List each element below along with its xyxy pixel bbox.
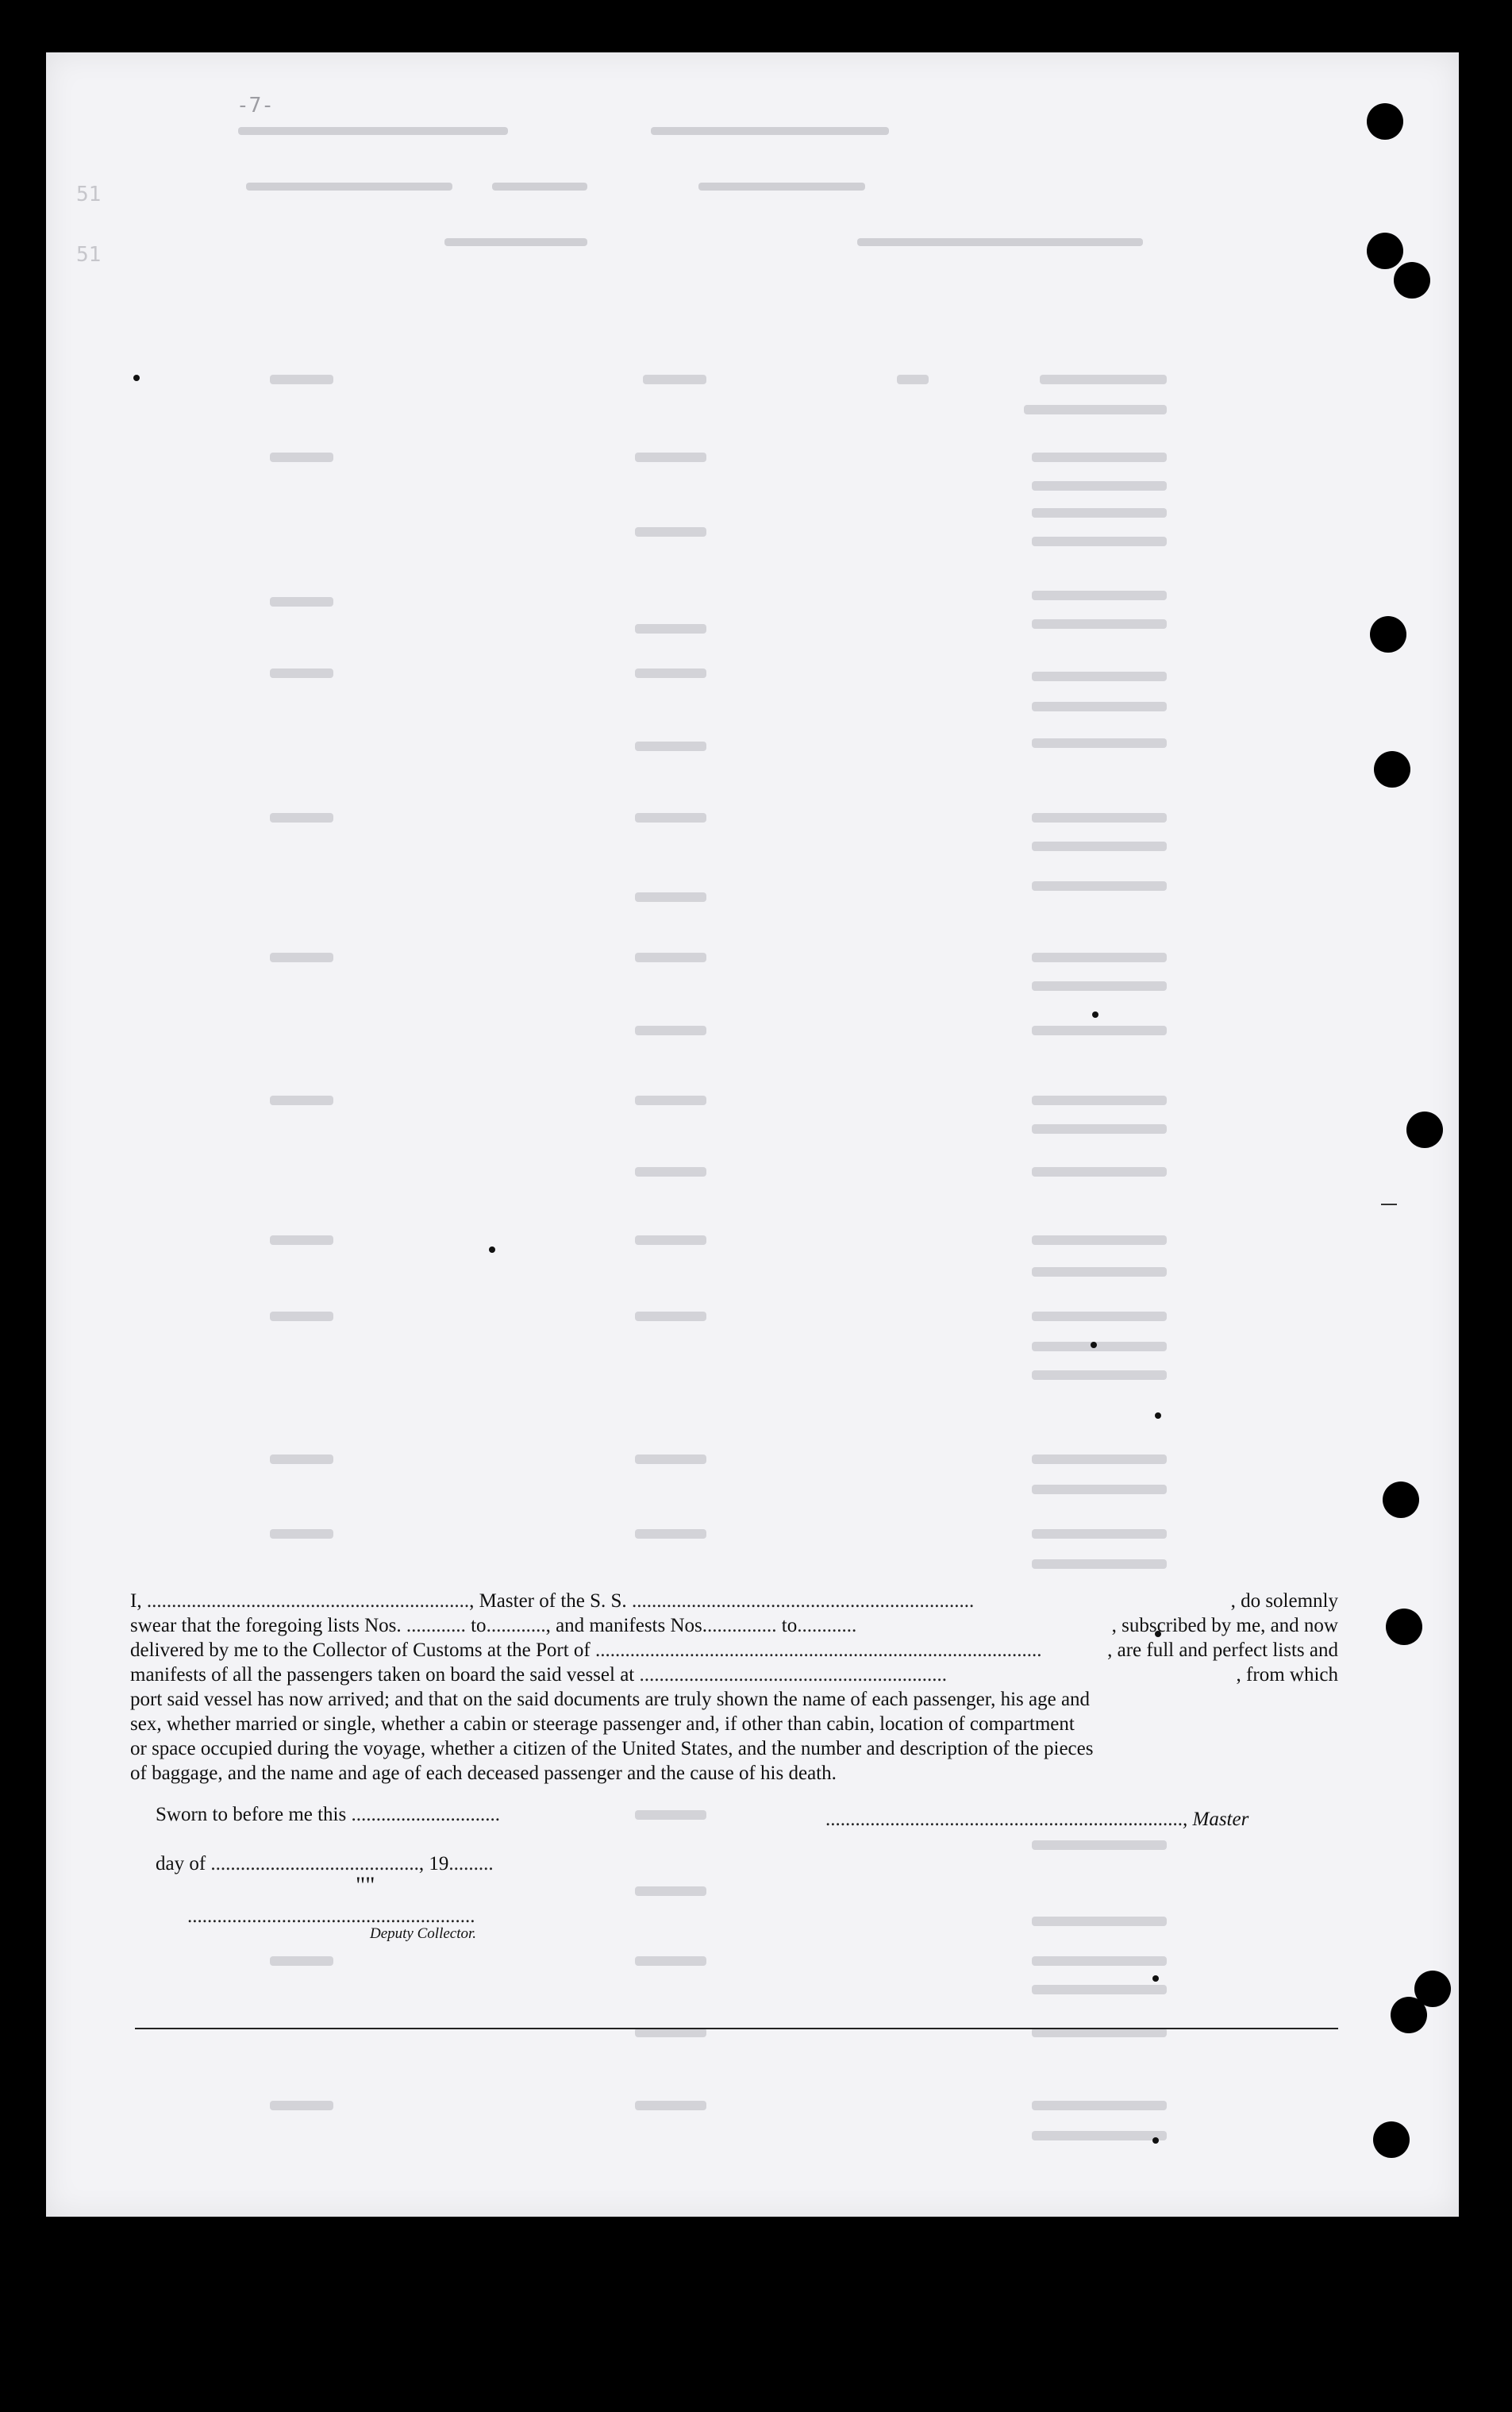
oath-text: I, — [130, 1590, 147, 1612]
oath-text: to — [776, 1615, 798, 1636]
year-field: ......... — [448, 1853, 494, 1875]
ink-speck — [1155, 1412, 1161, 1419]
blank-field: ................................................................. — [146, 1590, 470, 1612]
oath-line: or space occupied during the voyage, whether a citizen of the United States, and the number and description of the pieces — [130, 1738, 1094, 1759]
year-prefix: , 19 — [418, 1853, 449, 1875]
oath-line: sex, whether married or single, whether a cabin or steerage passenger and, if other than cabin, location of compartment — [130, 1713, 1075, 1735]
blank-field: ............ — [797, 1615, 857, 1636]
deputy-collector-field: .......................................................... — [187, 1905, 475, 1927]
punch-hole — [1374, 751, 1410, 788]
ink-speck — [1092, 1011, 1098, 1018]
manifest-sheet — [46, 52, 1459, 2217]
deputy-collector-signature-line — [187, 1905, 475, 1928]
oath-text: to — [465, 1615, 487, 1636]
punch-hole — [1391, 1997, 1427, 2033]
section-divider — [135, 2028, 1338, 2029]
blank-field: .............. — [707, 1615, 777, 1636]
ditto-mark: "" — [356, 1872, 375, 1898]
ink-speck — [489, 1246, 495, 1253]
oath-line — [130, 1589, 1338, 1613]
master-signature-field: ........................................................................ — [825, 1809, 1183, 1830]
bleed-through-column: 51 — [76, 243, 102, 267]
page-number: -7- — [237, 94, 274, 118]
master-label: , Master — [1183, 1809, 1249, 1830]
oath-text: manifests of all the passengers taken on board the said vessel at — [130, 1664, 640, 1686]
oath-line: of baggage, and the name and age of each deceased passenger and the cause of his death. — [130, 1763, 837, 1784]
punch-hole — [1367, 233, 1403, 269]
punch-hole — [1386, 1609, 1422, 1645]
ink-speck — [1152, 2137, 1159, 2144]
punch-hole — [1373, 2121, 1410, 2158]
day-of-field: .......................................... — [210, 1853, 419, 1875]
ink-speck — [1152, 1975, 1159, 1982]
master-oath-paragraph — [130, 1589, 1338, 1786]
oath-text: , from which — [1236, 1664, 1338, 1686]
oath-text: delivered by me to the Collector of Customs at the Port of — [130, 1639, 595, 1661]
punch-hole — [1394, 262, 1430, 299]
punch-hole — [1406, 1112, 1443, 1148]
punch-hole — [1370, 616, 1406, 653]
oath-text: , and manifests Nos. — [545, 1615, 708, 1636]
punch-hole — [1383, 1481, 1419, 1518]
oath-line — [130, 1613, 1338, 1638]
oath-line — [130, 1638, 1338, 1663]
ink-speck — [133, 375, 140, 381]
oath-text: , do solemnly — [1230, 1590, 1338, 1612]
day-of-line — [156, 1853, 494, 1875]
oath-text: swear that the foregoing lists Nos. — [130, 1615, 406, 1636]
sworn-label: Sworn to before me this — [156, 1804, 347, 1825]
punch-hole — [1367, 103, 1403, 140]
ink-speck — [1091, 1342, 1097, 1348]
master-signature-line — [825, 1809, 1248, 1831]
blank-field: ............ — [406, 1615, 466, 1636]
sworn-day-field: .............................. — [351, 1804, 500, 1825]
oath-line — [130, 1663, 1338, 1687]
oath-line: port said vessel has now arrived; and that on the said documents are truly shown the name of each passenger, his age and — [130, 1689, 1091, 1710]
blank-field: ..................................................................... — [631, 1590, 975, 1612]
deputy-collector-label: Deputy Collector. — [370, 1925, 477, 1942]
oath-text: , Master of the S. S. — [469, 1590, 632, 1612]
blank-field: ............ — [486, 1615, 546, 1636]
margin-tick — [1381, 1204, 1397, 1205]
blank-field: .......................................................................................... — [595, 1639, 1042, 1661]
oath-text: , are full and perfect lists and — [1107, 1639, 1338, 1661]
oath-text: , subscribed by me, and now — [1111, 1615, 1338, 1636]
bleed-through-column: 51 — [76, 183, 102, 206]
day-label: day of — [156, 1853, 206, 1875]
blank-field: .............................................................. — [639, 1664, 947, 1686]
sworn-line — [156, 1804, 500, 1826]
